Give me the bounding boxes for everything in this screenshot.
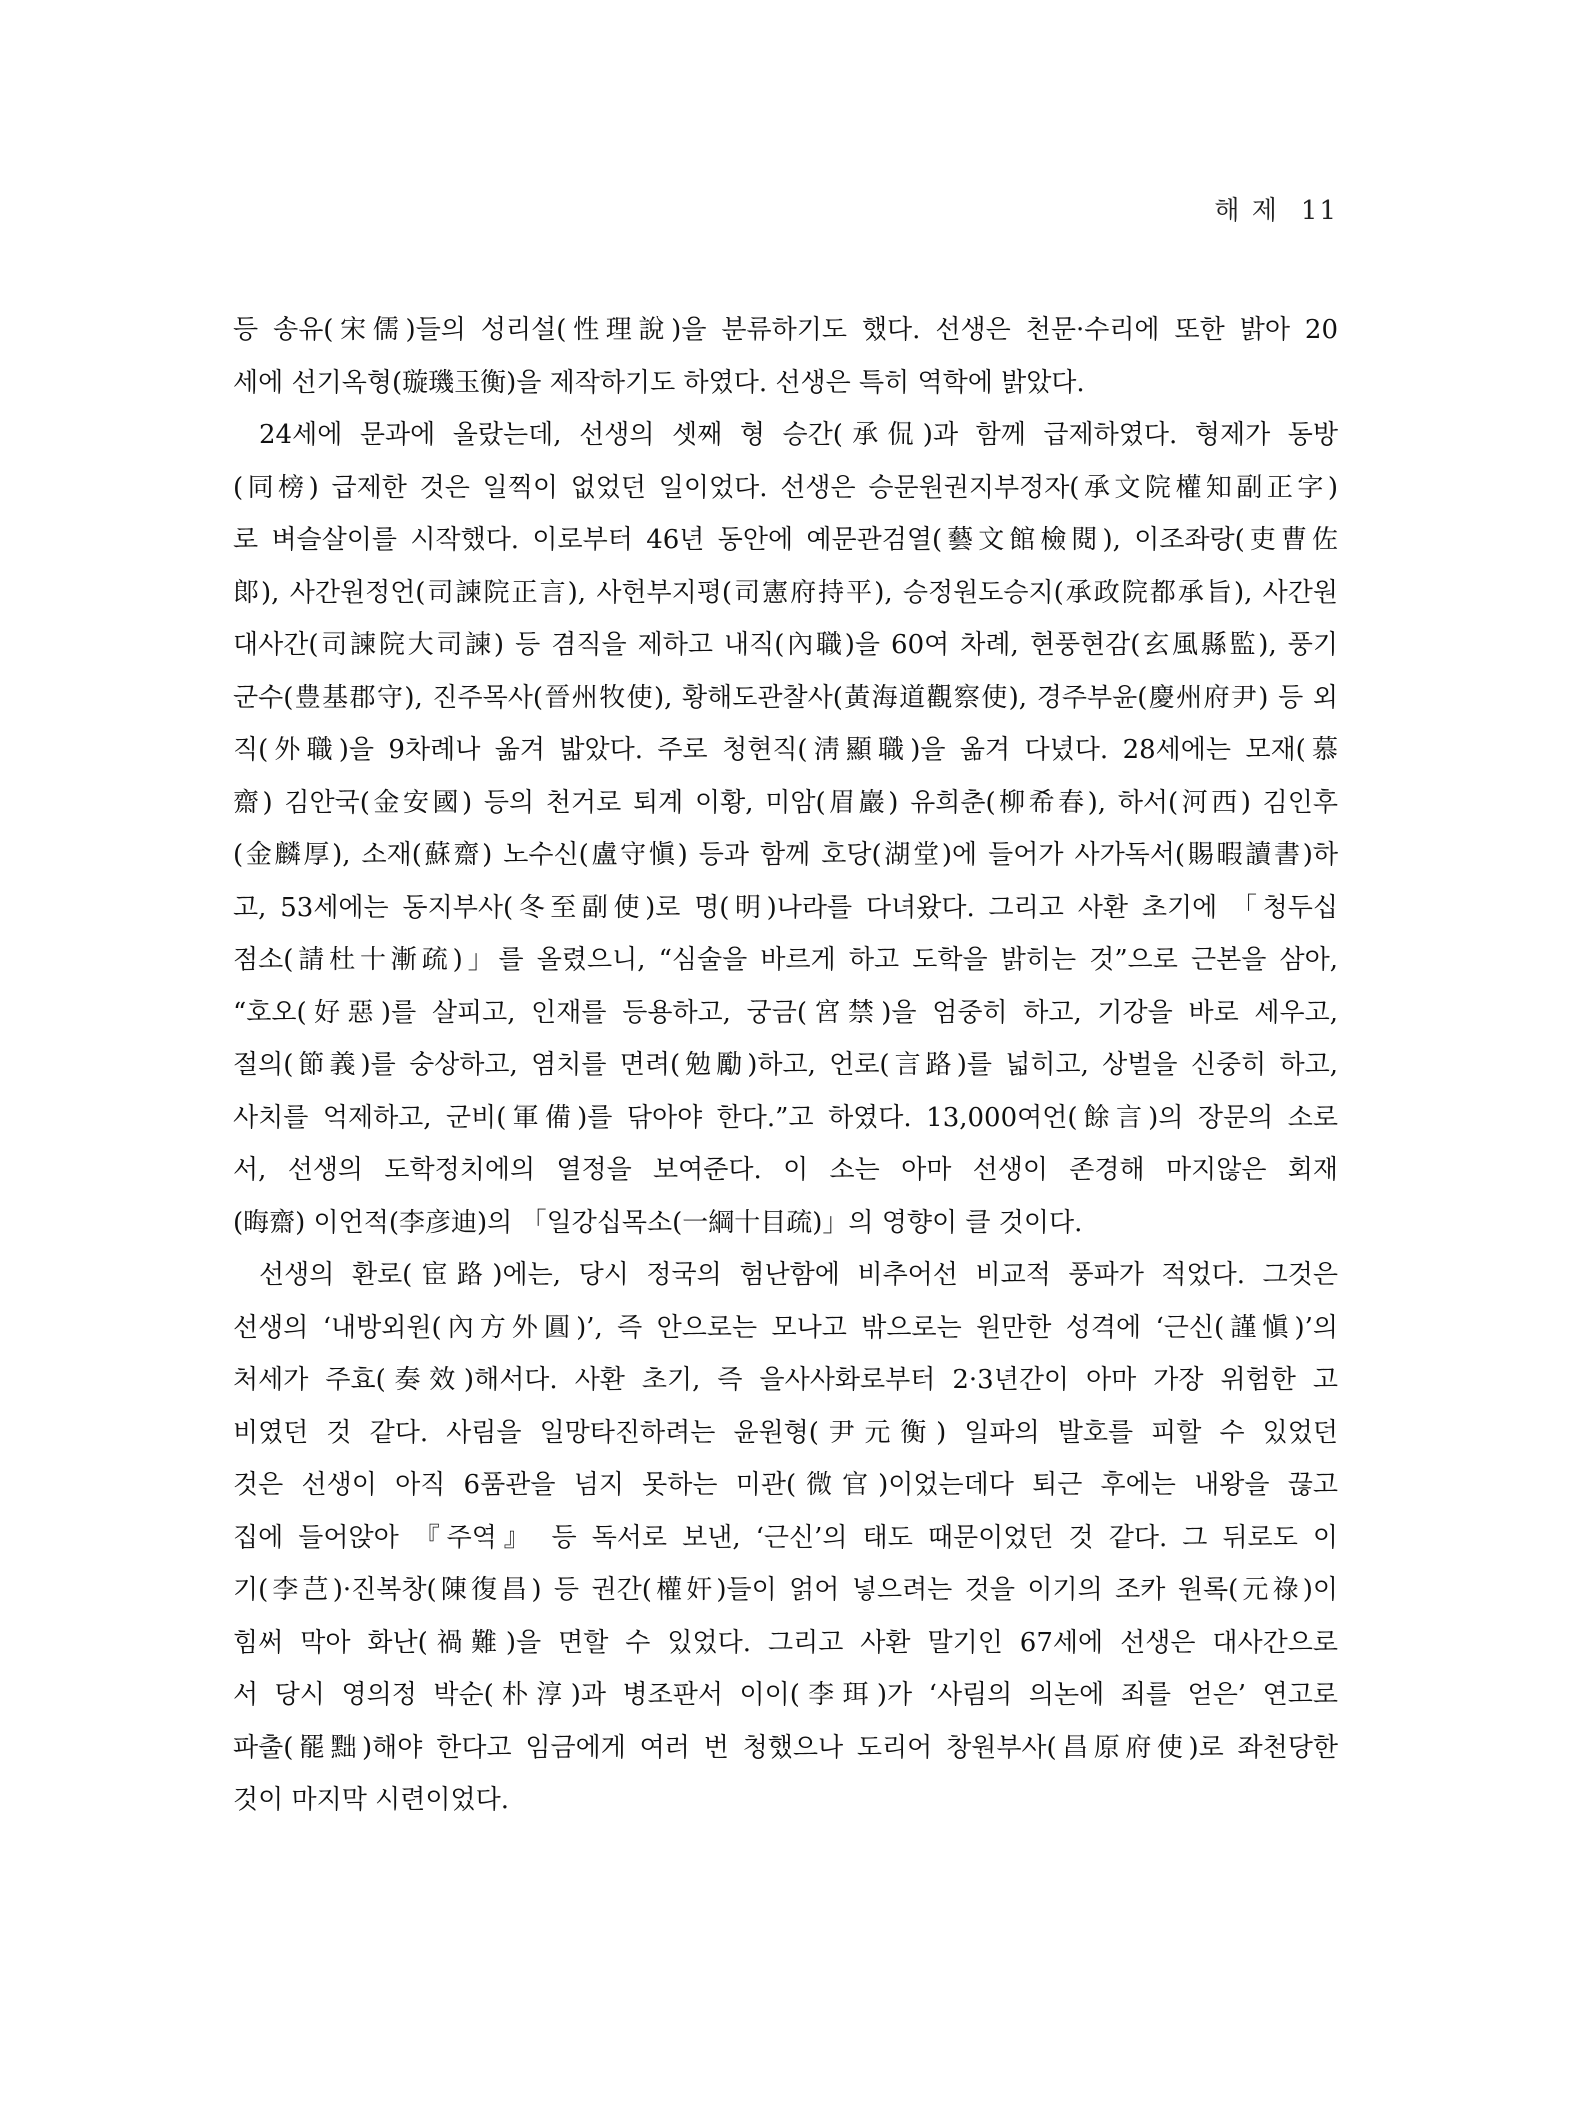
text-line: 집에 들어앉아 『주역』 등 독서로 보낸, ‘근신’의 태도 때문이었던 것 같다. 그 뒤로도 이 bbox=[233, 1522, 1338, 1553]
text-line: 절의(節義)를 숭상하고, 염치를 면려(勉勵)하고, 언로(言路)를 넓히고, 상벌을 신중히 하고, bbox=[233, 1050, 1338, 1080]
text-line: 것이 마지막 시련이었다. bbox=[233, 1785, 509, 1815]
text-line: 등 송유(宋儒)들의 성리설(性理說)을 분류하기도 했다. 선생은 천문·수리에 또한 밝아 20 bbox=[233, 315, 1338, 345]
text-line: 기(李芑)·진복창(陳復昌) 등 권간(權奸)들이 얽어 넣으려는 것을 이기의 조카 원록(元祿)이 bbox=[233, 1575, 1338, 1605]
text-line: 齋) 김안국(金安國) 등의 천거로 퇴계 이황, 미암(眉巖) 유희춘(柳希春), 하서(河西) 김인후 bbox=[233, 787, 1338, 818]
text-line: 군수(豊基郡守), 진주목사(晉州牧使), 황해도관찰사(黃海道觀察使), 경주부윤(慶州府尹) 등 외 bbox=[233, 682, 1338, 713]
text-line: (金麟厚), 소재(蘇齋) 노수신(盧守愼) 등과 함께 호당(湖堂)에 들어가 사가독서(賜暇讀書)하 bbox=[233, 840, 1338, 870]
text-line: 것은 선생이 아직 6품관을 넘지 못하는 미관(微官)이었는데다 퇴근 후에는 내왕을 끊고 bbox=[233, 1470, 1338, 1500]
text-line: 힘써 막아 화난(禍難)을 면할 수 있었다. 그리고 사환 말기인 67세에 선생은 대사간으로 bbox=[233, 1627, 1338, 1658]
section-title: 해 제 bbox=[1214, 196, 1279, 226]
text-line: 직(外職)을 9차례나 옮겨 밟았다. 주로 청현직(淸顯職)을 옮겨 다녔다. 28세에는 모재(慕 bbox=[233, 735, 1338, 765]
text-line: 대사간(司諫院大司諫) 등 겸직을 제하고 내직(內職)을 60여 차례, 현풍현감(玄風縣監), 풍기 bbox=[233, 630, 1338, 660]
text-line: 서, 선생의 도학정치에의 열정을 보여준다. 이 소는 아마 선생이 존경해 마지않은 회재 bbox=[233, 1155, 1338, 1185]
text-line: 郞), 사간원정언(司諫院正言), 사헌부지평(司憲府持平), 승정원도승지(承政院都承旨), 사간원 bbox=[233, 577, 1338, 608]
running-header bbox=[1214, 190, 1338, 227]
text-line: “호오(好惡)를 살피고, 인재를 등용하고, 궁금(宮禁)을 엄중히 하고, 기강을 바로 세우고, bbox=[233, 997, 1338, 1028]
text-line: 파출(罷黜)해야 한다고 임금에게 여러 번 청했으나 도리어 창원부사(昌原府使)로 좌천당한 bbox=[233, 1732, 1338, 1763]
text-line: 사치를 억제하고, 군비(軍備)를 닦아야 한다.”고 하였다. 13,000여언(餘言)의 장문의 소로 bbox=[233, 1102, 1338, 1133]
body-text bbox=[233, 304, 1338, 1827]
text-line: (同榜) 급제한 것은 일찍이 없었던 일이었다. 선생은 승문원권지부정자(承文院權知副正字) bbox=[233, 472, 1338, 503]
text-line: (晦齋) 이언적(李彦迪)의 「일강십목소(一綱十目疏)」의 영향이 클 것이다. bbox=[233, 1207, 1083, 1238]
text-line: 처세가 주효(奏效)해서다. 사환 초기, 즉 을사사화로부터 2·3년간이 아마 가장 위험한 고 bbox=[233, 1365, 1338, 1395]
paragraph-first-line: 선생의 환로(宦路)에는, 당시 정국의 험난함에 비추어선 비교적 풍파가 적었다. 그것은 bbox=[259, 1260, 1338, 1290]
text-line: 로 벼슬살이를 시작했다. 이로부터 46년 동안에 예문관검열(藝文館檢閱), 이조좌랑(吏曹佐 bbox=[233, 525, 1338, 555]
text-line: 세에 선기옥형(璇璣玉衡)을 제작하기도 하였다. 선생은 특히 역학에 밝았다. bbox=[233, 367, 1085, 398]
text-line: 고, 53세에는 동지부사(冬至副使)로 명(明)나라를 다녀왔다. 그리고 사환 초기에 「청두십 bbox=[233, 892, 1338, 923]
paragraph-first-line: 24세에 문과에 올랐는데, 선생의 셋째 형 승간(承侃)과 함께 급제하였다. 형제가 동방 bbox=[259, 420, 1338, 450]
text-line: 점소(請杜十漸疏)」를 올렸으니, “심술을 바르게 하고 도학을 밝히는 것”으로 근본을 삼아, bbox=[233, 945, 1338, 975]
page-number: 11 bbox=[1300, 196, 1338, 226]
text-line: 서 당시 영의정 박순(朴淳)과 병조판서 이이(李珥)가 ‘사림의 의논에 죄를 얻은’ 연고로 bbox=[233, 1680, 1338, 1710]
text-line: 선생의 ‘내방외원(內方外圓)’, 즉 안으로는 모나고 밖으로는 원만한 성격에 ‘근신(謹愼)’의 bbox=[233, 1312, 1338, 1343]
text-line: 비였던 것 같다. 사림을 일망타진하려는 윤원형(尹元衡) 일파의 발호를 피할 수 있었던 bbox=[233, 1417, 1338, 1448]
